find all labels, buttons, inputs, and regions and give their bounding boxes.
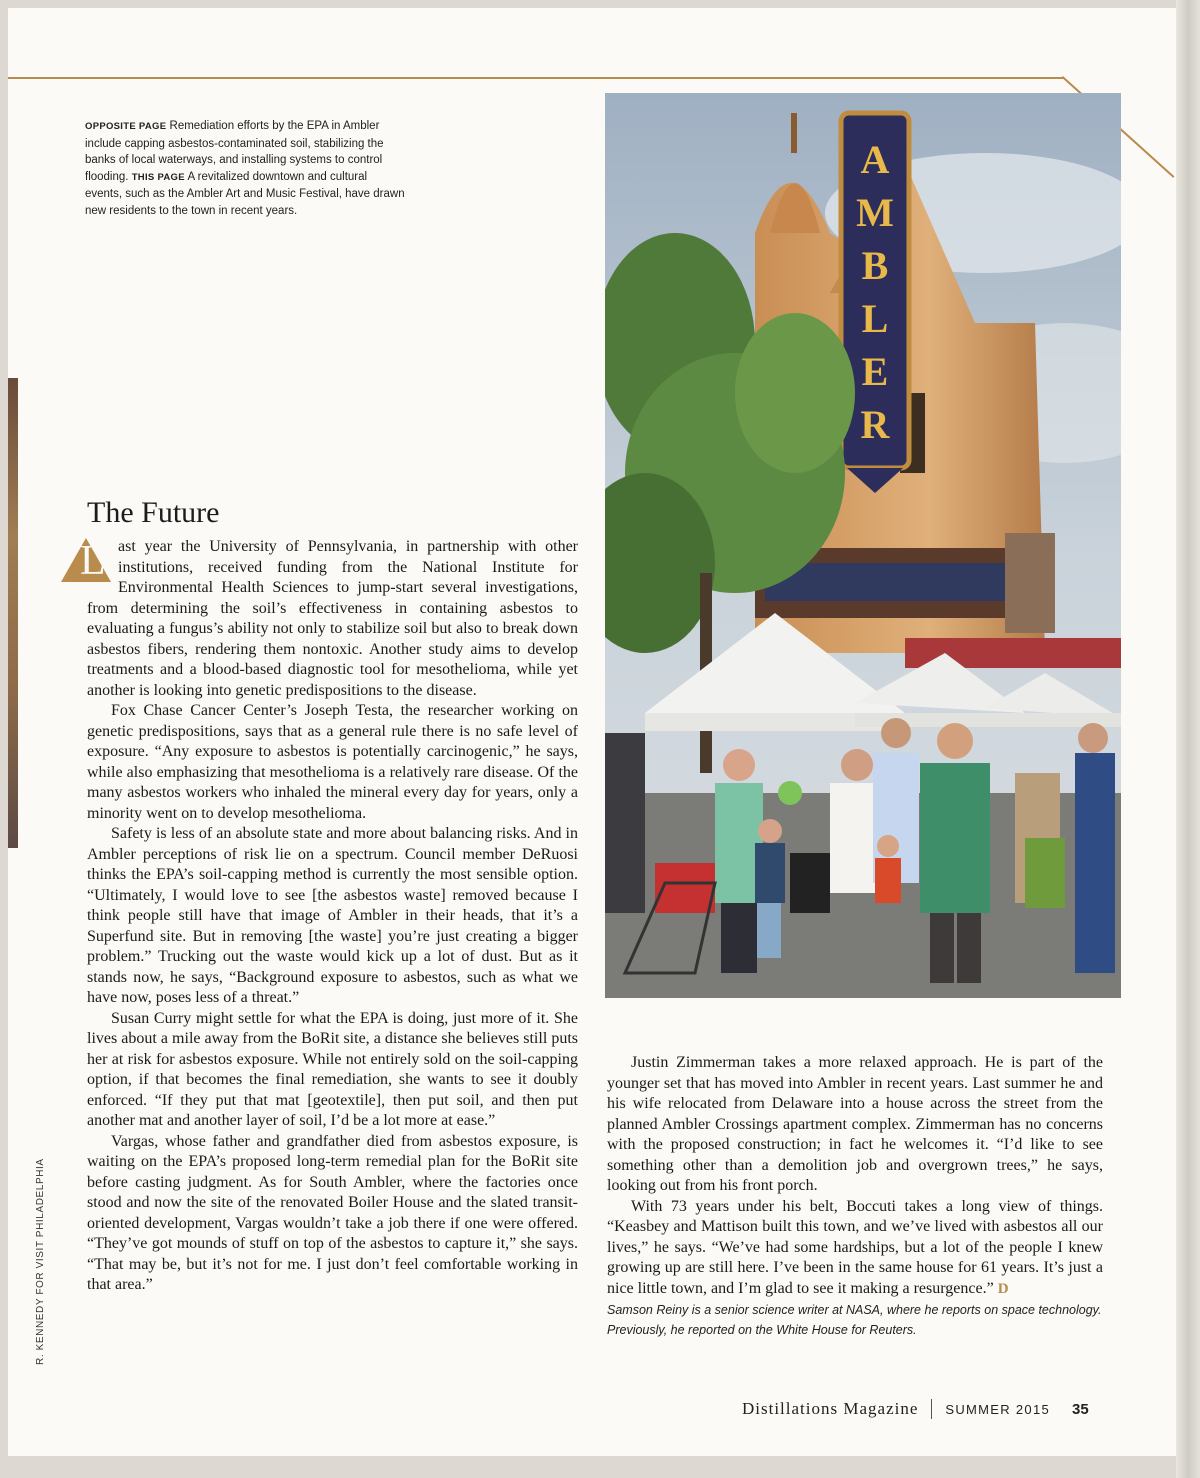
paragraph: Fox Chase Cancer Center’s Joseph Testa, the researcher working on genetic predispositions, says that as a general rule there is no safe level of exposure. “Any exposure to asbestos is potentially carcinogenic,” he says, while also emphasizing that mesothelioma is a relatively rare disease. Of the many asbestos workers who inhaled the mineral every day for years, only a minority went on to develop mesothelioma. <box>87 702 578 822</box>
paragraph-text: With 73 years under his belt, Boccuti takes a long view of things. “Keasbey and Mattison built this town, and we’ve lived with asbestos all our lives,” he says. “We’ve had some hardships, but a lot of the people I knew growing up are still here. I’ve been in the same house for 61 years. It’s just a nice little town, and I’m glad to see it making a resurgence.” <box>607 1197 1103 1297</box>
footer-divider <box>931 1399 932 1419</box>
caption-label-this: THIS PAGE <box>131 171 185 183</box>
issue-label: SUMMER 2015 <box>945 1401 1050 1417</box>
end-mark-icon: D <box>997 1280 1009 1297</box>
caption-label-opposite: OPPOSITE PAGE <box>85 121 167 132</box>
article-column-right <box>607 1053 1103 1340</box>
paragraph: Vargas, whose father and grandfather died from asbestos exposure, is waiting on the EPA’s proposed long-term remedial plan for the BoRit site before casting judgment. As for South Ambler, where the factories once stood and now the site of the renovated Boiler House and the slated transit-oriented development, Vargas wouldn’t take a job there if one were offered. “They’ve got mounds of stuff on top of the asbestos to capture it,” she says. “That may be, but it’s not for me. I just don’t feel comfortable working in that area.” <box>87 1132 578 1293</box>
caption-text-opposite: Remediation efforts by the EPA in Ambler include capping asbestos-contaminated soil, stabilizing the banks of local waterways, and installing systems to control flooding. <box>85 120 384 183</box>
page-footer <box>742 1399 1089 1419</box>
photo-caption <box>85 118 405 219</box>
sign-letter-1: A <box>860 137 890 182</box>
ambler-theater-photo <box>605 93 1121 998</box>
opposite-page-edge <box>8 378 18 848</box>
sign-letter-3: B <box>861 243 889 288</box>
article-column-left <box>80 537 578 1296</box>
paragraph: Susan Curry might settle for what the EPA is doing, just more of it. She lives about a mile away from the BoRit site, a distance she believes still puts her at risk for asbestos exposure. While not entirely sold on the soil-capping option, if that becomes the final remediation, she wants to see it doubly enforced. “If they put that mat [geotextile], then put soil, and then put another mat and another layer of soil, I’d be a lot more at ease.” <box>87 1009 578 1129</box>
top-rule <box>8 77 1063 79</box>
photo-credit: R. KENNEDY FOR VISIT PHILADELPHIA <box>35 1158 46 1365</box>
caption-text-this: A revitalized downtown and cultural events, such as the Ambler Art and Music Festival, have drawn new residents to the town in recent years. <box>85 170 405 217</box>
sign-letter-6: R <box>860 402 890 447</box>
section-heading: The Future <box>87 496 220 529</box>
sign-letter-5: E <box>861 349 889 394</box>
paragraph-last <box>607 1197 1103 1300</box>
sign-letter-2: M <box>856 190 894 235</box>
paragraph: ast year the University of Pennsylvania, in partnership with other institutions, received funding from the National Institute for Environmental Health Sciences to jump-start several investigations, from determining the soil’s effectiveness in containing asbestos to evaluating a fungus’s ability not only to stabilize soil but also to break down asbestos fibers, rendering them nontoxic. Another study aims to develop treatments and a blood-based diagnostic tool for mesothelioma, while yet another is looking into genetic predispositions to the disease. <box>87 538 578 699</box>
dropcap-letter: L <box>80 538 106 584</box>
paragraph: Justin Zimmerman takes a more relaxed approach. He is part of the younger set that has moved into Ambler in recent years. Last summer he and his wife relocated from Delaware into a house across the street from the planned Ambler Crossings apartment complex. Zimmerman has no concerns with the proposed construction; in fact he welcomes it. “I’d like to see something other than a demolition job and overgrown trees,” he says, looking out from his front porch. <box>607 1054 1103 1194</box>
page-number: 35 <box>1072 1400 1089 1418</box>
author-bio: Samson Reiny is a senior science writer at NASA, where he reports on space technology. Previously, he reported on the White House for Reuters. <box>607 1303 1102 1337</box>
page-edge-shadow <box>1176 0 1200 1478</box>
paragraph: Safety is less of an absolute state and more about balancing risks. And in Ambler perceptions of risk lie on a spectrum. Council member DeRuosi thinks the EPA’s soil-capping method is currently the most sensible option. “Ultimately, I would love to see [the asbestos waste] removed because I think people still have that image of Ambler in their heads, that it’s a Superfund site. But in removing [the waste] you’re just creating a bigger problem.” Trucking out the waste would kick up a lot of dust. But as it stands now, he says, “Background exposure to asbestos, such as what we have now, poses less of a threat.” <box>87 825 578 1006</box>
sign-letter-4: L <box>861 296 889 341</box>
street-festival-illustration <box>605 93 1121 998</box>
magazine-name: Distillations Magazine <box>742 1399 919 1418</box>
dropcap <box>61 538 111 582</box>
